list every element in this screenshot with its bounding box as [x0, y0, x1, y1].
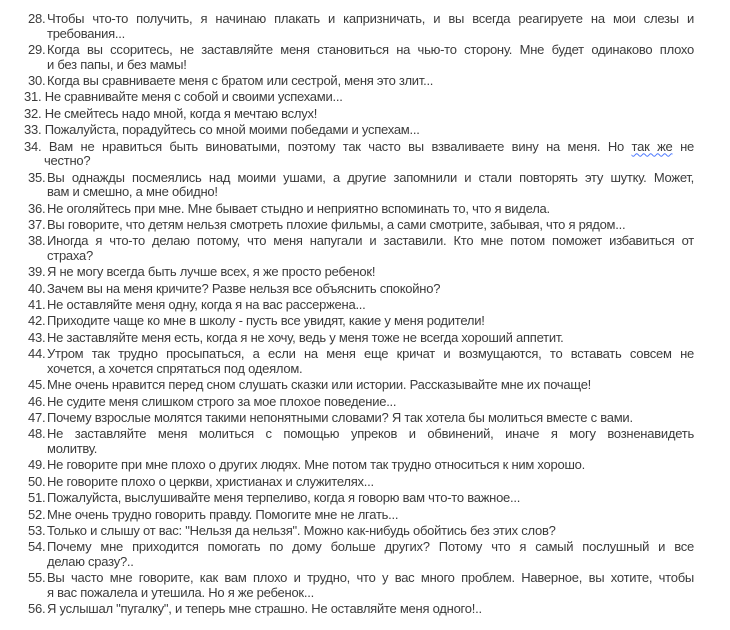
list-item-line: Мне очень трудно говорить правду. Помогите мне не лгать... — [47, 506, 399, 522]
list-item-number: 30. — [28, 72, 46, 88]
list-item-line: 32. Не смейтесь надо мной, когда я мечтаю вслух! — [24, 105, 318, 121]
list-item — [0, 524, 694, 539]
list-item — [0, 491, 694, 506]
numbered-list — [0, 12, 694, 617]
list-item-line: Не заставляйте меня молиться с помощью упреков и обвинений, иначе я могу возненавидеть — [47, 426, 694, 442]
list-item — [0, 298, 694, 313]
list-item-line: Не заставляйте меня есть, когда я не хочу, ведь у меня тоже не всегда хороший аппетит. — [47, 329, 564, 345]
list-item-number: 38. — [28, 233, 46, 249]
list-item — [0, 43, 694, 72]
list-item — [0, 171, 694, 200]
list-item — [0, 602, 694, 617]
list-item — [0, 508, 694, 523]
list-item-number: 42. — [28, 313, 46, 329]
list-item-line: молитву. — [47, 440, 98, 456]
list-item — [0, 395, 694, 410]
list-item-number: 56. — [28, 601, 46, 617]
list-item-line: 33. Пожалуйста, порадуйтесь со мной моими победами и успехам... — [24, 122, 420, 138]
list-item-line: и без папы, и без мамы! — [47, 56, 187, 72]
list-item — [0, 282, 694, 297]
list-item-line: Иногда я что-то делаю потому, что меня напугали и заставили. Кто мне потом поможет избавиться от — [47, 233, 694, 249]
list-item — [0, 107, 694, 122]
list-item — [0, 140, 694, 169]
list-item-line: Почему мне приходится помогать по дому больше других? Потому что я самый послушный и все — [47, 539, 694, 555]
list-item-line: Когда вы сравниваете меня с братом или сестрой, меня это злит... — [47, 72, 434, 88]
list-item — [0, 571, 694, 600]
list-item-line: я вас пожалела и утешила. Но я же ребенок... — [47, 584, 314, 600]
list-item-line: Не оголяйтесь при мне. Мне бывает стыдно и неприятно вспоминать то, что я видела. — [47, 200, 550, 216]
list-item-line: вам и смешно, а мне обидно! — [47, 184, 218, 200]
list-item-number: 40. — [28, 280, 46, 296]
list-item-number: 31. — [24, 89, 42, 105]
list-item-line: Вы часто мне говорите, как вам плохо и трудно, что у вас много проблем. Наверное, вы хотите, чтобы — [47, 570, 694, 586]
list-item-number: 44. — [28, 346, 46, 362]
list-item-number: 53. — [28, 522, 46, 538]
list-item-line: Не говорите плохо о церкви, христианах и служителях... — [47, 473, 374, 489]
list-item-line: Зачем вы на меня кричите? Разве нельзя все объяснить спокойно? — [47, 280, 441, 296]
list-item — [0, 314, 694, 329]
list-item-line: Не судите меня слишком строго за мое плохое поведение... — [47, 393, 397, 409]
list-item — [0, 234, 694, 263]
list-item-number: 52. — [28, 506, 46, 522]
list-item-line: Приходите чаще ко мне в школу - пусть все увидят, какие у меня родители! — [47, 313, 485, 329]
list-item-number: 55. — [28, 570, 46, 586]
list-item — [0, 74, 694, 89]
list-item — [0, 458, 694, 473]
list-item-number: 28. — [28, 11, 46, 26]
list-item-line: Только и слышу от вас: "Нельзя да нельзя". Можно как-нибудь обойтись без этих слов? — [47, 522, 556, 538]
list-item-number: 47. — [28, 409, 46, 425]
list-item-number: 46. — [28, 393, 46, 409]
list-item — [0, 427, 694, 456]
list-item-line: Утром так трудно просыпаться, а если на меня еще кричат и возмущаются, то вставать совсем не — [47, 346, 694, 362]
list-item-number: 32. — [24, 105, 42, 121]
list-item-line: 31. Не сравнивайте меня с собой и своими успехами... — [24, 89, 343, 105]
list-item — [0, 12, 694, 41]
list-item-number: 50. — [28, 473, 46, 489]
list-item-number: 51. — [28, 490, 46, 506]
list-item — [0, 218, 694, 233]
list-item — [0, 265, 694, 280]
list-item — [0, 411, 694, 426]
spellcheck-underline: так же — [631, 138, 673, 154]
list-item-number: 29. — [28, 41, 46, 57]
list-item-number: 54. — [28, 539, 46, 555]
list-item — [0, 331, 694, 346]
list-item-line: страха? — [47, 247, 93, 263]
list-item-line: Пожалуйста, выслушивайте меня терпеливо, когда я говорю вам что-то важное... — [47, 490, 521, 506]
list-item-line: Чтобы что-то получить, я начинаю плакать и капризничать, и вы всегда реагируете на мои слезы и — [47, 11, 694, 26]
list-item-number: 49. — [28, 457, 46, 473]
list-item — [0, 540, 694, 569]
list-item-line: Почему взрослые молятся такими непонятными словами? Я так хотела бы молиться вместе с вами. — [47, 409, 633, 425]
list-item-line: честно? — [44, 153, 91, 169]
list-item-line: хочется, а хочется спрятаться под одеялом. — [47, 360, 303, 376]
list-item-number: 39. — [28, 264, 46, 280]
list-item-line: Мне очень нравится перед сном слушать сказки или истории. Рассказывайте мне их почаще! — [47, 377, 592, 393]
list-item-number: 43. — [28, 329, 46, 345]
list-item-number: 48. — [28, 426, 46, 442]
list-item-number: 45. — [28, 377, 46, 393]
list-item-line: делаю сразу?.. — [47, 553, 134, 569]
list-item-line: Вы говорите, что детям нельзя смотреть плохие фильмы, а сами смотрите, забывая, что я рядом... — [47, 216, 626, 232]
list-item-number: 37. — [28, 216, 46, 232]
list-item-line: 34. Вам не нравиться быть виноватыми, поэтому так часто вы взваливаете вину на меня. Но так же не — [24, 138, 694, 154]
list-item — [0, 378, 694, 393]
list-item-number: 41. — [28, 297, 46, 313]
list-item-number: 35. — [28, 169, 46, 185]
list-item-number: 36. — [28, 200, 46, 216]
list-item-line: Не оставляйте меня одну, когда я на вас рассержена... — [47, 297, 366, 313]
list-item-number: 33. — [24, 122, 42, 138]
list-item — [0, 123, 694, 138]
list-item-line: Не говорите при мне плохо о других людях. Мне потом так трудно относиться к ним хорошо. — [47, 457, 585, 473]
list-item-line: требования... — [47, 25, 125, 41]
list-item — [0, 90, 694, 105]
list-item-line: Когда вы ссоритесь, не заставляйте меня становиться на чью-то сторону. Мне будет одинаково плохо — [47, 41, 694, 57]
list-item-number: 34. — [24, 138, 42, 154]
list-item-line: Я услышал "пугалку", и теперь мне страшно. Не оставляйте меня одного!.. — [47, 601, 482, 617]
list-item — [0, 347, 694, 376]
list-item — [0, 475, 694, 490]
list-item-line: Вы однажды посмеялись над моими ушами, а другие запомнили и стали повторять эту шутку. Может, — [47, 169, 694, 185]
list-item-line: Я не могу всегда быть лучше всех, я же просто ребенок! — [47, 264, 376, 280]
list-item — [0, 202, 694, 217]
